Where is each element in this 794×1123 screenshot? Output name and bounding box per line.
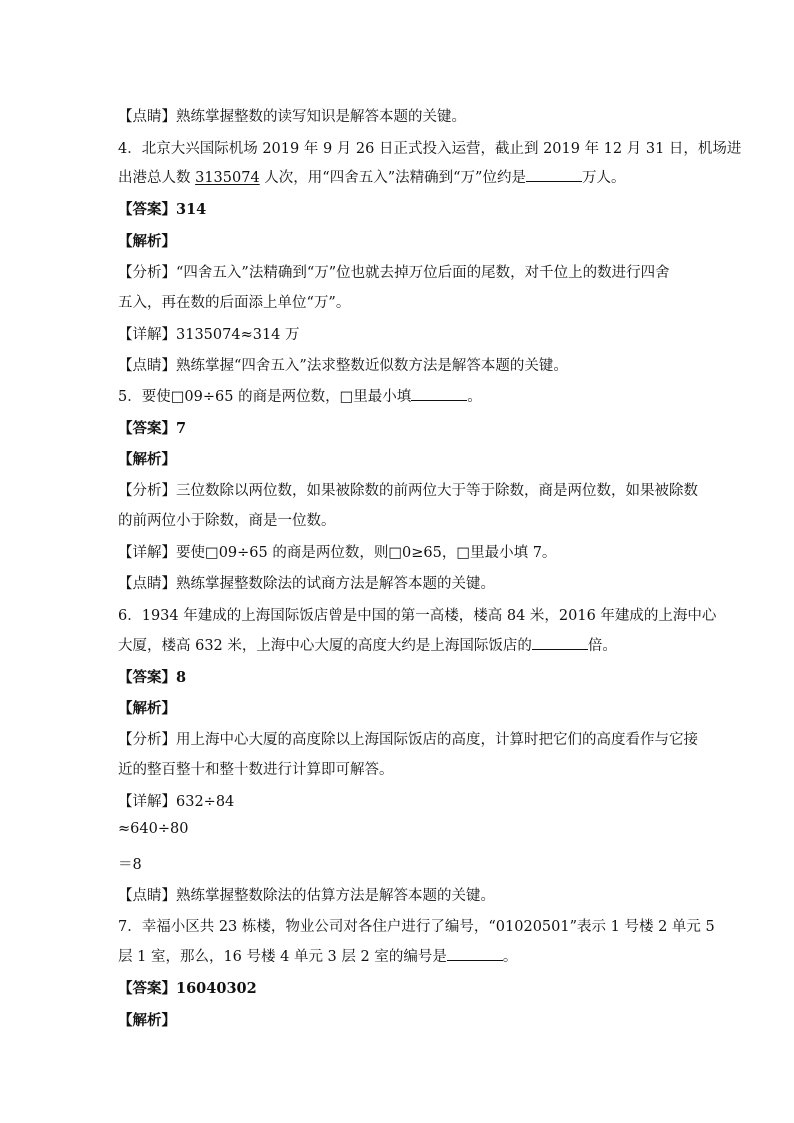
q6-text-post: 倍。: [587, 638, 617, 654]
answer-blank: [411, 388, 467, 401]
answer-4: 【答案】314: [118, 201, 207, 218]
detail-6: 【详解】632÷84: [118, 794, 235, 810]
analysis-heading-7: 【解析】: [118, 1012, 176, 1029]
highlight-5: 【点睛】熟练掌握整数除法的试商方法是解答本题的关键。: [118, 576, 495, 592]
q6-text-pre: 大厦，楼高 632 米，上海中心大厦的高度大约是上海国际饭店的: [118, 638, 532, 654]
detail-5: 【详解】要使□09÷65 的商是两位数，则□0≥65，□里最小填 7。: [118, 545, 557, 561]
analysis-6-line-1: 【分析】用上海中心大厦的高度除以上海国际饭店的高度，计算时把它们的高度看作与它接: [118, 732, 698, 748]
q4-text-pre: 出港总人数: [118, 170, 196, 186]
detail-4: 【详解】3135074≈314 万: [118, 327, 300, 343]
analysis-5-line-1: 【分析】三位数除以两位数，如果被除数的前两位大于等于除数，商是两位数，如果被除数: [118, 483, 698, 499]
detail-6-step-2: ≈640÷80: [118, 821, 189, 837]
detail-6-step-3: ＝8: [118, 857, 142, 873]
question-4-line-1: 4．北京大兴国际机场 2019 年 9 月 26 日正式投入运营，截止到 2019 年 12 月 31 日，机场进: [118, 141, 742, 157]
answer-blank: [526, 169, 582, 182]
answer-5: 【答案】7: [118, 420, 187, 437]
analysis-5-line-2: 的前两位小于除数，商是一位数。: [118, 513, 336, 529]
answer-blank: [532, 637, 588, 650]
question-4-line-2: [118, 166, 625, 187]
q4-text-mid: 人次，用“四舍五入”法精确到“万”位约是: [259, 170, 526, 186]
q5-text-post: 。: [467, 389, 482, 405]
q7-text-pre: 层 1 室，那么，16 号楼 4 单元 3 层 2 室的编号是: [118, 949, 447, 965]
analysis-heading-5: 【解析】: [118, 451, 176, 468]
q7-text-post: 。: [502, 949, 518, 965]
analysis-heading-6: 【解析】: [118, 700, 176, 717]
highlight-6: 【点睛】熟练掌握整数除法的估算方法是解答本题的关键。: [118, 888, 495, 904]
analysis-4-line-2: 五入，再在数的后面添上单位“万”。: [118, 295, 351, 311]
question-7-line-1: 7．幸福小区共 23 栋楼，物业公司对各住户进行了编号，“01020501”表示 1 号楼 2 单元 5: [118, 919, 715, 935]
question-5: [118, 385, 482, 406]
q4-number: 3135074: [195, 170, 260, 186]
question-6-line-1: 6．1934 年建成的上海国际饭店曾是中国的第一高楼，楼高 84 米，2016 年建成的上海中心: [118, 608, 717, 624]
question-7-line-2: [118, 945, 517, 966]
analysis-6-line-2: 近的整百整十和整十数进行计算即可解答。: [118, 762, 394, 778]
analysis-4-line-1: 【分析】“四舍五入”法精确到“万”位也就去掉万位后面的尾数，对千位上的数进行四舍: [118, 265, 670, 281]
answer-6: 【答案】8: [118, 669, 187, 686]
question-6-line-2: [118, 634, 617, 655]
highlight-line: 【点睛】熟练掌握整数的读写知识是解答本题的关键。: [118, 109, 466, 125]
answer-7: 【答案】16040302: [118, 980, 257, 997]
answer-blank: [447, 948, 503, 961]
analysis-heading-4: 【解析】: [118, 233, 176, 250]
q4-text-post: 万人。: [581, 170, 626, 186]
highlight-4: 【点睛】熟练掌握“四舍五入”法求整数近似数方法是解答本题的关键。: [118, 358, 568, 374]
q5-text-pre: 5．要使□09÷65 的商是两位数，□里最小填: [118, 389, 412, 405]
